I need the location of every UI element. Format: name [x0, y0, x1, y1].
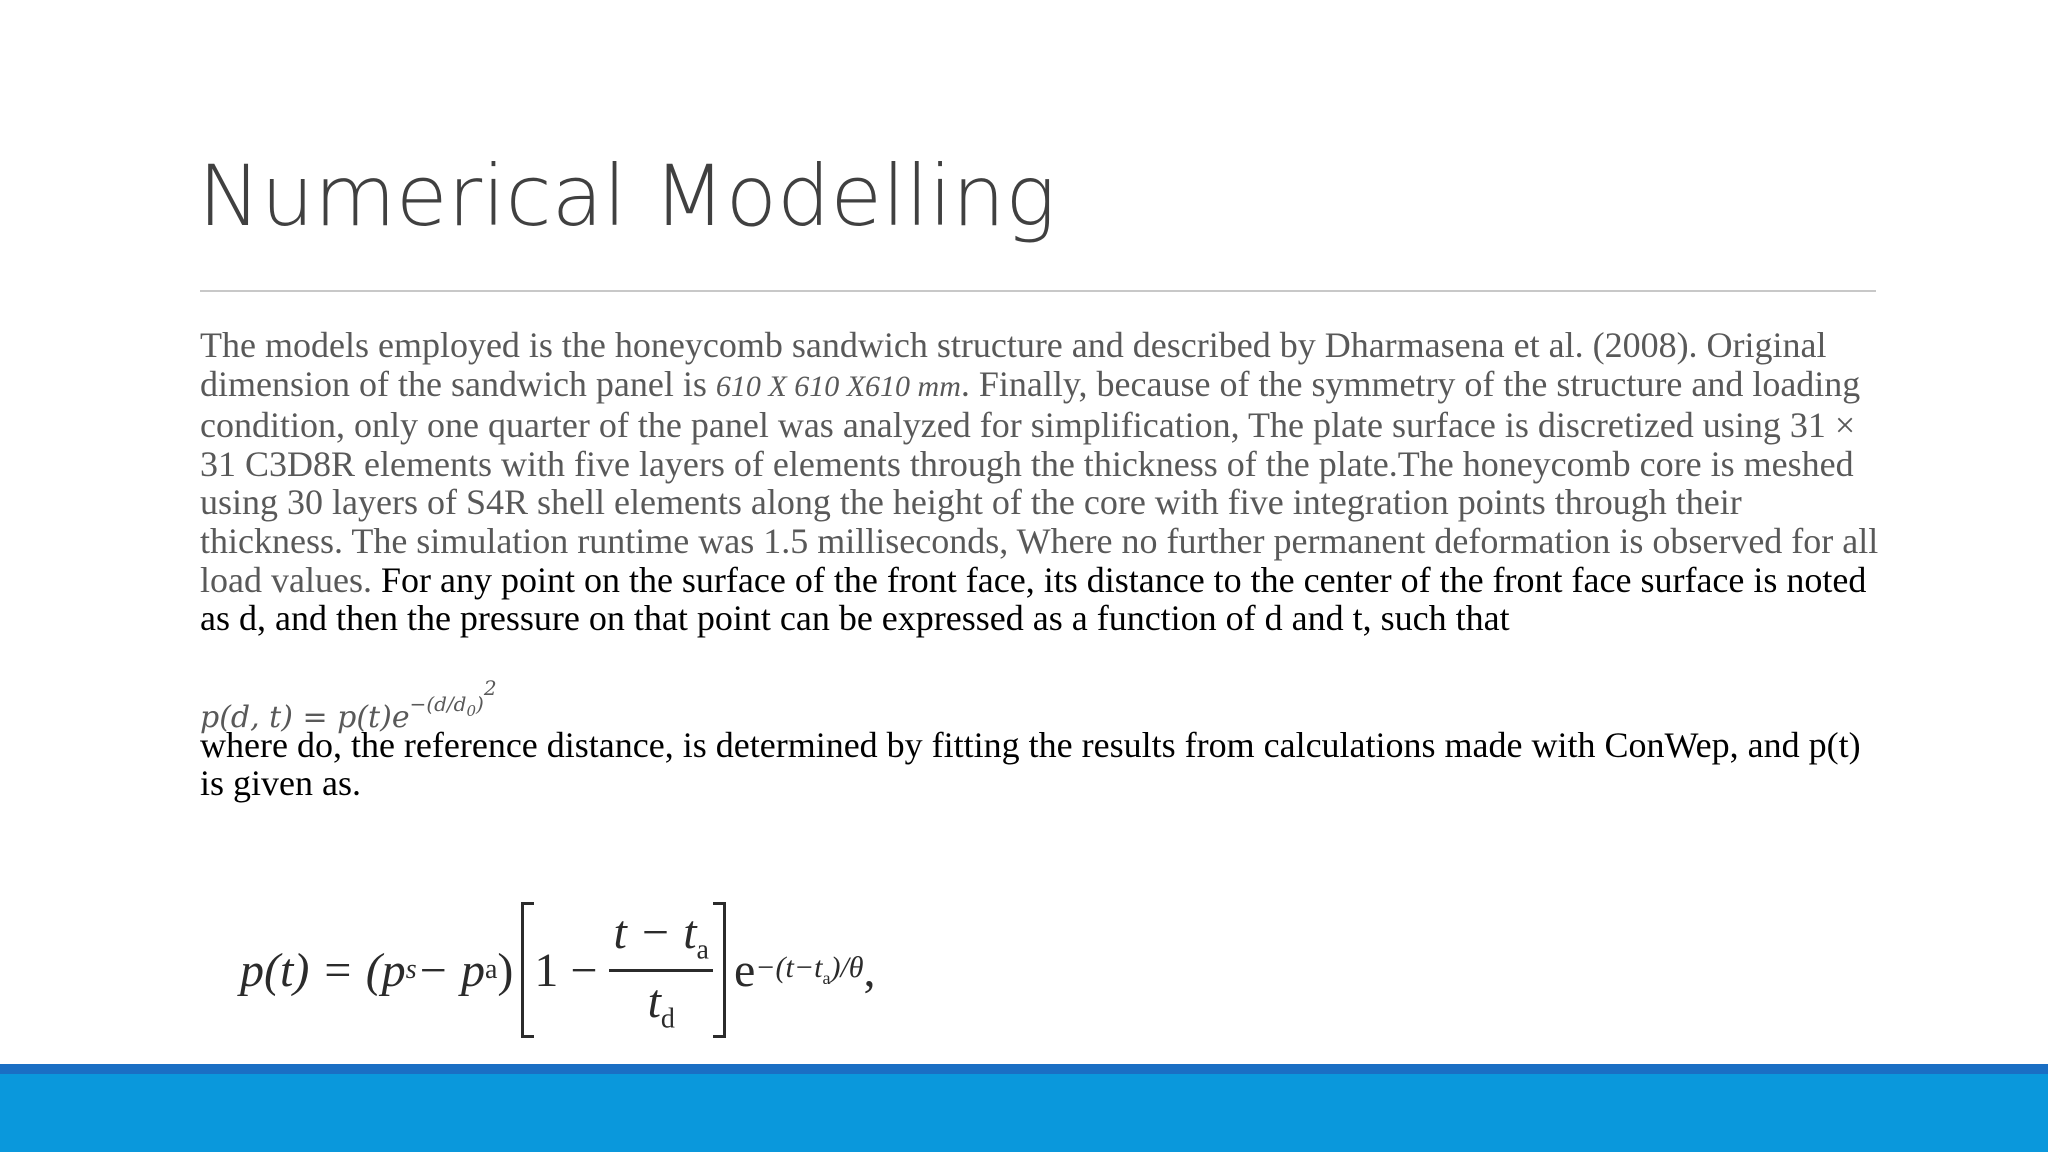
paragraph-2: where do, the reference distance, is determined by fitting the results from calculations made with ConWep, and p(t) is given as. — [200, 724, 1861, 804]
eq1-exponent — [409, 675, 497, 720]
pressure-distribution-equation — [200, 656, 1880, 735]
slide-body — [200, 326, 1880, 803]
eq1-exponent-suffix: ) — [476, 691, 484, 716]
eq2-trailing-comma: , — [863, 943, 876, 997]
pressure-time-equation — [240, 900, 876, 1040]
footer-accent-line — [0, 1064, 2048, 1074]
eq2-one-minus: 1 − — [534, 943, 598, 997]
eq2-minus-p: − p — [416, 943, 485, 997]
eq2-bracket — [521, 902, 726, 1038]
eq2-fraction-denominator — [648, 972, 675, 1036]
eq1-exponent-prefix: −(d/d — [409, 691, 467, 716]
eq2-e: e — [733, 943, 756, 997]
eq2-close-paren: ) — [497, 943, 514, 997]
eq2-exponent-text: −(t−t — [755, 951, 823, 984]
panel-dimension: 610 X 610 X610 mm — [715, 369, 961, 403]
paragraph-1 — [200, 326, 1880, 638]
eq2-exponent-tail: )/θ — [830, 951, 864, 984]
eq2-den-sub: d — [660, 1003, 675, 1035]
eq2-exponent — [755, 951, 863, 989]
eq2-exponent-sub: a — [822, 968, 831, 988]
eq2-fraction — [609, 905, 713, 1035]
eq1-exponent-sub: 0 — [466, 701, 477, 720]
eq2-num-sub: a — [696, 934, 709, 966]
eq2-lhs: p(t) = (p — [240, 943, 406, 997]
title-divider — [200, 290, 1876, 292]
eq1-exponent-power: 2 — [483, 675, 497, 700]
eq2-num-text: t − t — [613, 905, 697, 959]
eq2-sub-s: s — [405, 954, 417, 985]
paragraph-1-gray-b: . Finally, because of the symmetry of the structure and loading condition, only one quarter of the panel was analyzed for simplification, The plate surface is discretized using 31 × 31 C3D8R elements with five layers of elements through the thickness of the plate.The honeycomb core is meshed using 30 layers of S4R shell elements along the height of the core with five integration points through their thickness. The simulation runtime was 1.5 milliseconds, Where no further permanent deformation is observed for all load values. — [200, 363, 1879, 600]
footer-band — [0, 1074, 2048, 1152]
paragraph-1-black: For any point on the surface of the front face, its distance to the center of the front face surface is noted as d, and then the pressure on that point can be expressed as a function of d and t, such that — [200, 559, 1867, 639]
eq1-lhs: p(d, t) = p(t)e — [200, 699, 410, 735]
eq2-fraction-numerator — [609, 905, 713, 972]
eq2-den-text: t — [647, 974, 661, 1028]
paragraph-1-gray-a: The models employed is the honeycomb sandwich structure and described by Dharmasena et al. (2008). Original dimension of the sandwich panel is — [200, 325, 1827, 404]
slide-title: Numerical Modelling — [198, 147, 1056, 245]
eq2-sub-a: a — [484, 954, 498, 985]
